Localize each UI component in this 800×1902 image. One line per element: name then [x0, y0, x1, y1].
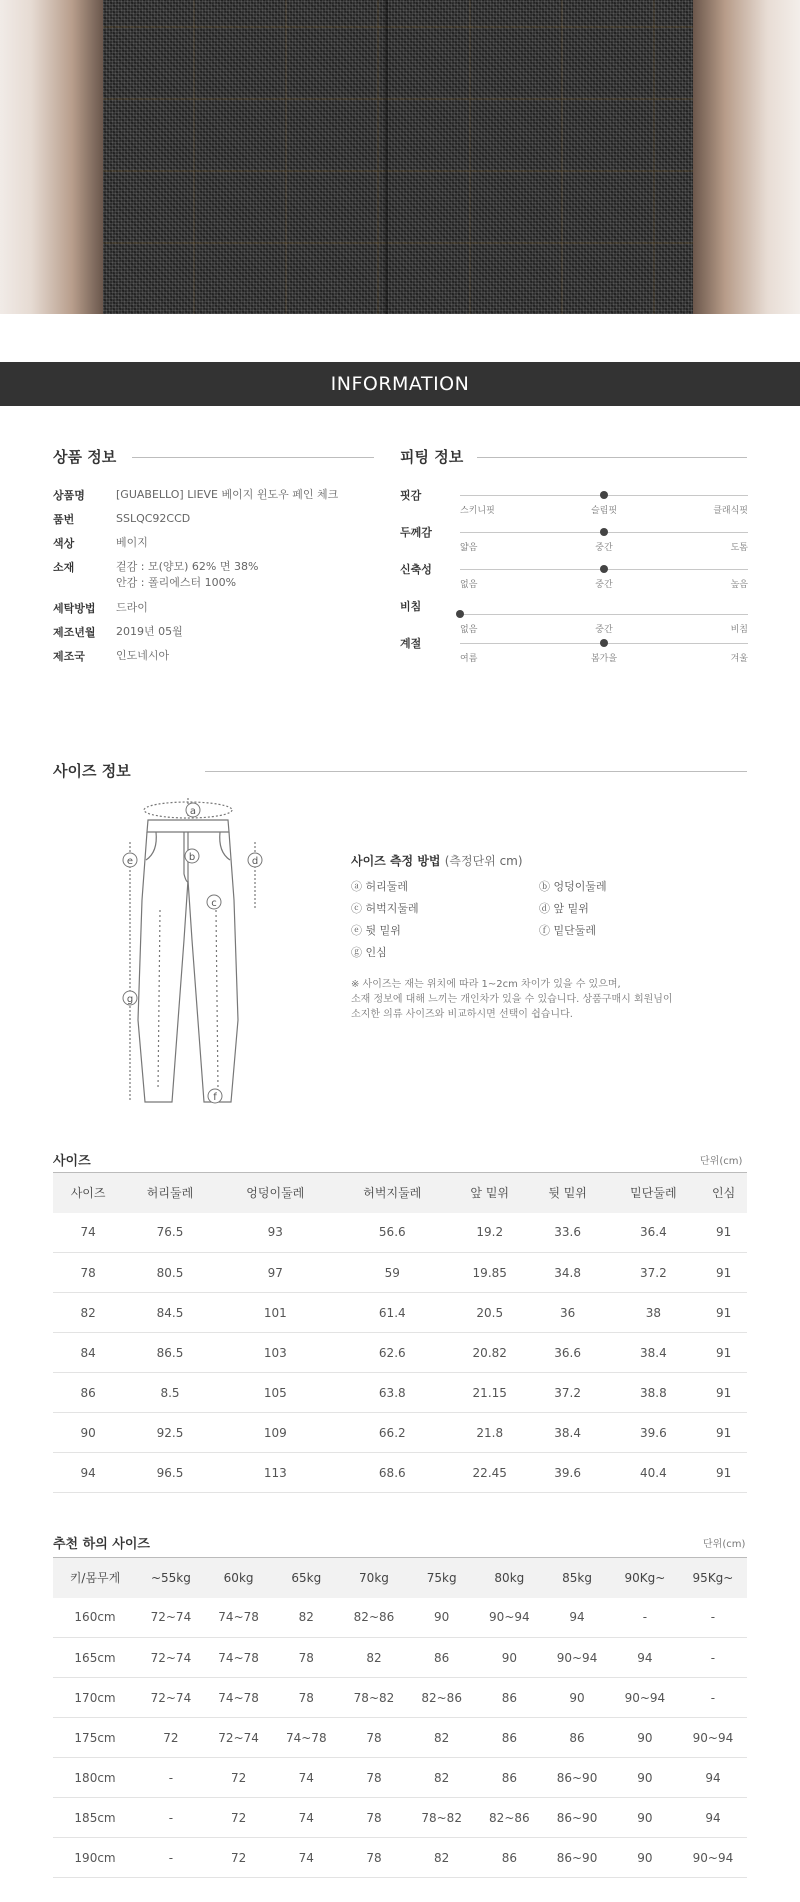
table-row: [53, 1413, 747, 1453]
column-header: 75kg: [408, 1558, 476, 1598]
measure-method-label: 사이즈 측정 방법: [351, 854, 441, 868]
table-cell: 38: [607, 1293, 701, 1333]
table-row: [53, 1373, 747, 1413]
table-cell: 91: [700, 1413, 747, 1453]
table-cell: 92.5: [123, 1413, 217, 1453]
product-info-key: 제조년월: [53, 626, 96, 639]
fabric-seam: [385, 0, 388, 314]
table-cell: -: [137, 1838, 205, 1878]
fitting-level-dot: [600, 565, 608, 573]
product-info-value: 2019년 05월: [116, 625, 183, 638]
product-info-key: 세탁방법: [53, 602, 96, 615]
table-cell: 94: [53, 1453, 123, 1493]
fitting-scale-label: 중간: [595, 625, 613, 635]
table-row: [53, 1718, 747, 1758]
table-cell: 90~94: [679, 1718, 747, 1758]
product-info-row: [53, 648, 169, 664]
table-cell: 78: [272, 1638, 340, 1678]
table-cell: 91: [700, 1253, 747, 1293]
table-cell: 82: [408, 1838, 476, 1878]
table-cell: 74: [53, 1213, 123, 1253]
table-cell: 63.8: [334, 1373, 451, 1413]
model-right-arm: [693, 0, 800, 314]
table-cell: 82~86: [476, 1798, 544, 1838]
diagram-label: c: [211, 898, 217, 909]
product-info-title: 상품 정보: [53, 448, 117, 466]
table-cell: 109: [217, 1413, 334, 1453]
measure-method-item: [351, 900, 419, 916]
information-banner: INFORMATION: [0, 362, 800, 406]
table-cell: 19.85: [451, 1253, 529, 1293]
table-cell: 90: [611, 1838, 679, 1878]
table-cell: 78: [340, 1798, 408, 1838]
table-cell: 72: [205, 1838, 273, 1878]
divider: [132, 457, 374, 458]
table-cell: 37.2: [529, 1373, 607, 1413]
measure-name: 허리둘레: [365, 880, 409, 893]
table-cell: 20.82: [451, 1333, 529, 1373]
table-cell: 39.6: [607, 1413, 701, 1453]
table-cell: 91: [700, 1453, 747, 1493]
table-cell: 90: [611, 1758, 679, 1798]
table-row: [53, 1333, 747, 1373]
table-cell: 68.6: [334, 1453, 451, 1493]
measure-mark: ⓔ: [351, 924, 362, 937]
table-cell: 74: [272, 1798, 340, 1838]
table-row: [53, 1678, 747, 1718]
table-header-row: [53, 1558, 747, 1598]
product-info-key: 색상: [53, 537, 75, 550]
table-cell: 90~94: [476, 1598, 544, 1638]
product-info-row: [53, 487, 338, 503]
table-cell: 91: [700, 1213, 747, 1253]
diagram-label: f: [213, 1092, 217, 1103]
column-header: 허리둘레: [123, 1173, 217, 1213]
column-header: 뒷 밑위: [529, 1173, 607, 1213]
rec-table-unit: 단위(cm): [703, 1539, 746, 1550]
column-header: 90Kg~: [611, 1558, 679, 1598]
table-row: [53, 1798, 747, 1838]
product-info-row: [53, 535, 148, 551]
column-header: 밑단둘레: [607, 1173, 701, 1213]
measure-method-item: [351, 944, 387, 960]
fitting-scale-label: 없음: [460, 580, 478, 590]
table-cell: 90: [611, 1798, 679, 1838]
table-row: [53, 1598, 747, 1638]
table-cell: 72: [137, 1718, 205, 1758]
fitting-scale-label: 중간: [595, 580, 613, 590]
table-cell: 33.6: [529, 1213, 607, 1253]
table-cell: 86~90: [543, 1798, 611, 1838]
table-cell: 86: [476, 1758, 544, 1798]
fitting-key: 비침: [400, 600, 422, 613]
table-cell: 90~94: [679, 1838, 747, 1878]
model-left-arm: [0, 0, 103, 314]
table-cell: 94: [679, 1798, 747, 1838]
table-cell: 90: [543, 1678, 611, 1718]
table-row: [53, 1213, 747, 1253]
table-cell: 74~78: [205, 1678, 273, 1718]
product-info-key: 상품명: [53, 489, 85, 502]
product-info-row: [53, 600, 148, 616]
measure-method-unit: (측정단위 cm): [444, 854, 523, 868]
diagram-label: a: [189, 806, 197, 817]
table-cell: 82~86: [408, 1678, 476, 1718]
fitting-level-dot: [456, 610, 464, 618]
product-info-value: 겉감 : 모(양모) 62% 면 38% 안감 : 폴리에스터 100%: [116, 560, 259, 589]
table-cell: 86~90: [543, 1838, 611, 1878]
table-row: [53, 1293, 747, 1333]
column-header: 허벅지둘레: [334, 1173, 451, 1213]
table-cell: 20.5: [451, 1293, 529, 1333]
table-cell: 72~74: [137, 1598, 205, 1638]
table-cell: 78~82: [408, 1798, 476, 1838]
table-cell: 82: [340, 1638, 408, 1678]
table-cell: 82: [53, 1293, 123, 1333]
size-table: [53, 1172, 747, 1493]
product-info-value: [GUABELLO] LIEVE 베이지 윈도우 페인 체크: [116, 488, 339, 501]
table-cell: 36.6: [529, 1333, 607, 1373]
table-cell: 78: [340, 1718, 408, 1758]
diagram-label: b: [188, 852, 196, 863]
fitting-scale-label: 슬림핏: [590, 506, 618, 516]
table-cell: 84: [53, 1333, 123, 1373]
table-cell: 19.2: [451, 1213, 529, 1253]
table-cell: 21.8: [451, 1413, 529, 1453]
fitting-key: 두께감: [400, 526, 432, 539]
diagram-label: g: [126, 994, 134, 1005]
measure-name: 밑단둘레: [553, 924, 597, 937]
table-cell: 56.6: [334, 1213, 451, 1253]
table-cell: 91: [700, 1333, 747, 1373]
table-cell: -: [679, 1638, 747, 1678]
table-cell: 82~86: [340, 1598, 408, 1638]
diagram-label: d: [251, 856, 259, 867]
table-cell: 105: [217, 1373, 334, 1413]
table-cell: 21.15: [451, 1373, 529, 1413]
column-header: 95Kg~: [679, 1558, 747, 1598]
table-cell: 74~78: [272, 1718, 340, 1758]
measure-name: 앞 밑위: [553, 902, 589, 915]
fitting-scale-label: 얇음: [460, 543, 478, 553]
table-cell: 36.4: [607, 1213, 701, 1253]
table-header-row: [53, 1173, 747, 1213]
product-photo: [0, 0, 800, 314]
fitting-key: 계절: [400, 637, 422, 650]
table-cell: 91: [700, 1293, 747, 1333]
table-row: [53, 1758, 747, 1798]
table-cell: 97: [217, 1253, 334, 1293]
product-info-value: 인도네시아: [116, 649, 170, 662]
column-header: 85kg: [543, 1558, 611, 1598]
table-cell: 40.4: [607, 1453, 701, 1493]
table-cell: 175cm: [53, 1718, 137, 1758]
fitting-level-dot: [600, 491, 608, 499]
table-cell: 90: [408, 1598, 476, 1638]
product-info-row: [53, 559, 258, 591]
table-cell: 86: [476, 1838, 544, 1878]
divider: [477, 457, 747, 458]
table-cell: 39.6: [529, 1453, 607, 1493]
table-cell: 86: [53, 1373, 123, 1413]
table-cell: 72~74: [205, 1718, 273, 1758]
fitting-level-dot: [600, 528, 608, 536]
measure-name: 엉덩이둘레: [553, 880, 607, 893]
table-cell: 8.5: [123, 1373, 217, 1413]
table-cell: 38.4: [607, 1333, 701, 1373]
fitting-scale-label: 스키니핏: [460, 506, 495, 516]
table-cell: 94: [543, 1598, 611, 1638]
table-cell: 90: [611, 1718, 679, 1758]
table-cell: 66.2: [334, 1413, 451, 1453]
table-cell: 101: [217, 1293, 334, 1333]
measure-name: 인심: [365, 946, 387, 959]
measure-mark: ⓖ: [351, 946, 362, 959]
table-cell: 90~94: [611, 1678, 679, 1718]
table-row: [53, 1838, 747, 1878]
size-info-title: 사이즈 정보: [53, 762, 131, 780]
table-cell: 93: [217, 1213, 334, 1253]
divider: [205, 771, 747, 772]
fitting-info-title: 피팅 정보: [400, 448, 464, 466]
fabric-texture: [103, 0, 693, 314]
table-cell: 62.6: [334, 1333, 451, 1373]
column-header: 인심: [700, 1173, 747, 1213]
table-cell: 74: [272, 1838, 340, 1878]
pants-diagram: [100, 790, 280, 1110]
recommended-size-table: [53, 1557, 747, 1878]
fitting-scale-bar: [460, 614, 748, 615]
product-info-key: 제조국: [53, 650, 85, 663]
table-cell: 78: [53, 1253, 123, 1293]
table-cell: 86.5: [123, 1333, 217, 1373]
table-cell: 90: [53, 1413, 123, 1453]
table-cell: 78: [272, 1678, 340, 1718]
measure-method-item: [351, 922, 401, 938]
measure-method-title: [351, 852, 523, 869]
table-cell: 38.4: [529, 1413, 607, 1453]
table-row: [53, 1638, 747, 1678]
table-cell: 86: [543, 1718, 611, 1758]
product-info-value: 드라이: [116, 601, 148, 614]
diagram-label: e: [126, 856, 134, 867]
table-cell: -: [679, 1678, 747, 1718]
table-cell: 76.5: [123, 1213, 217, 1253]
fitting-key: 핏감: [400, 489, 422, 502]
table-cell: 94: [679, 1758, 747, 1798]
table-cell: 61.4: [334, 1293, 451, 1333]
column-header: 70kg: [340, 1558, 408, 1598]
fitting-scale-label: 도톰: [730, 543, 748, 553]
table-cell: 90~94: [543, 1638, 611, 1678]
product-info-key: 품번: [53, 513, 75, 526]
table-cell: 72: [205, 1798, 273, 1838]
table-cell: 74: [272, 1758, 340, 1798]
measure-mark: ⓐ: [351, 880, 362, 893]
measure-method-item: [539, 900, 589, 916]
measure-mark: ⓕ: [539, 924, 550, 937]
table-row: [53, 1253, 747, 1293]
table-cell: 103: [217, 1333, 334, 1373]
column-header: 앞 밑위: [451, 1173, 529, 1213]
table-cell: 72~74: [137, 1678, 205, 1718]
fitting-scale-label: 클래식핏: [713, 506, 748, 516]
measure-mark: ⓓ: [539, 902, 550, 915]
table-cell: 38.8: [607, 1373, 701, 1413]
table-cell: -: [137, 1758, 205, 1798]
size-table-title: 사이즈: [53, 1154, 91, 1169]
table-cell: -: [679, 1598, 747, 1638]
product-info-value: 베이지: [116, 536, 148, 549]
size-table-unit: 단위(cm): [700, 1156, 743, 1167]
table-cell: 82: [272, 1598, 340, 1638]
table-cell: 160cm: [53, 1598, 137, 1638]
measure-mark: ⓑ: [539, 880, 550, 893]
measure-method-item: [539, 878, 607, 894]
table-cell: 86: [476, 1718, 544, 1758]
table-cell: 72: [205, 1758, 273, 1798]
column-header: 키/몸무게: [53, 1558, 137, 1598]
column-header: 60kg: [205, 1558, 273, 1598]
table-cell: 86: [476, 1678, 544, 1718]
product-info-value: SSLQC92CCD: [116, 512, 191, 525]
table-cell: 59: [334, 1253, 451, 1293]
product-info-row: [53, 624, 183, 640]
table-cell: 165cm: [53, 1638, 137, 1678]
table-cell: 185cm: [53, 1798, 137, 1838]
size-note: ※ 사이즈는 재는 위치에 따라 1~2cm 차이가 있을 수 있으며, 소재 정보에 대해 느끼는 개인차가 있을 수 있습니다. 상품구매시 회원님이 소지한 의류 사이즈와 비교하시면 선택이 쉽습니다.: [351, 979, 673, 1020]
table-cell: 86~90: [543, 1758, 611, 1798]
table-cell: 96.5: [123, 1453, 217, 1493]
table-cell: -: [611, 1598, 679, 1638]
table-cell: 78: [340, 1838, 408, 1878]
product-info-key: 소재: [53, 561, 75, 574]
measure-method-item: [351, 878, 408, 894]
table-cell: 91: [700, 1373, 747, 1413]
table-cell: 72~74: [137, 1638, 205, 1678]
table-cell: 74~78: [205, 1638, 273, 1678]
table-cell: 94: [611, 1638, 679, 1678]
fitting-scale-label: 봄가을: [590, 654, 618, 664]
fitting-scale-label: 높음: [730, 580, 748, 590]
measure-name: 뒷 밑위: [365, 924, 401, 937]
fitting-scale-label: 없음: [460, 625, 478, 635]
table-cell: 86: [408, 1638, 476, 1678]
column-header: 80kg: [476, 1558, 544, 1598]
measure-method-item: [539, 922, 596, 938]
table-row: [53, 1453, 747, 1493]
fitting-level-dot: [600, 639, 608, 647]
product-info-row: [53, 511, 190, 527]
column-header: 엉덩이둘레: [217, 1173, 334, 1213]
column-header: 65kg: [272, 1558, 340, 1598]
column-header: 사이즈: [53, 1173, 123, 1213]
measure-mark: ⓒ: [351, 902, 362, 915]
table-cell: -: [137, 1798, 205, 1838]
fitting-scale-label: 비침: [730, 625, 748, 635]
table-cell: 90: [476, 1638, 544, 1678]
table-cell: 34.8: [529, 1253, 607, 1293]
table-cell: 84.5: [123, 1293, 217, 1333]
table-cell: 170cm: [53, 1678, 137, 1718]
table-cell: 36: [529, 1293, 607, 1333]
table-cell: 82: [408, 1718, 476, 1758]
table-cell: 22.45: [451, 1453, 529, 1493]
measure-name: 허벅지둘레: [365, 902, 419, 915]
table-cell: 74~78: [205, 1598, 273, 1638]
table-cell: 190cm: [53, 1838, 137, 1878]
fitting-scale-label: 겨울: [730, 654, 748, 664]
fitting-key: 신축성: [400, 563, 432, 576]
table-cell: 113: [217, 1453, 334, 1493]
table-cell: 80.5: [123, 1253, 217, 1293]
column-header: ~55kg: [137, 1558, 205, 1598]
table-cell: 180cm: [53, 1758, 137, 1798]
table-cell: 78~82: [340, 1678, 408, 1718]
fitting-scale-label: 중간: [595, 543, 613, 553]
table-cell: 78: [340, 1758, 408, 1798]
fitting-scale-label: 여름: [460, 654, 478, 664]
rec-table-title: 추천 하의 사이즈: [53, 1537, 150, 1552]
table-cell: 37.2: [607, 1253, 701, 1293]
table-cell: 82: [408, 1758, 476, 1798]
